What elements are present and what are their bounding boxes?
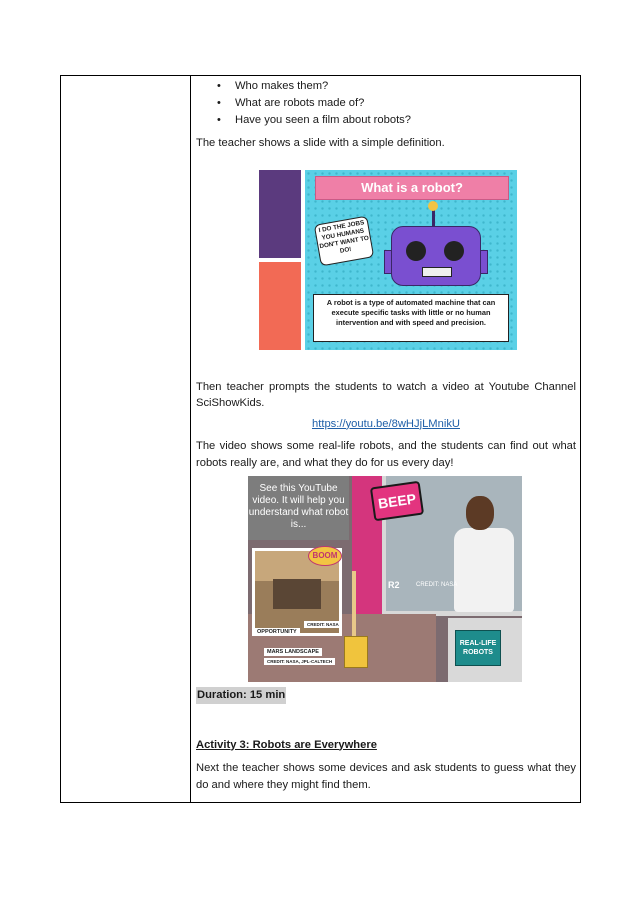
video-note-card: See this YouTube video. It will help you understand what robot is... [248,476,349,540]
activity-title: Activity 3: Robots are Everywhere [196,738,377,751]
robot-head-icon [391,226,481,286]
list-item: • Have you seen a film about robots? [196,112,576,129]
robonaut-body [454,528,514,612]
r2-label: R2 [388,580,400,590]
speech-bubble: I DO THE JOBS YOU HUMANS DON'T WANT TO DO! [314,216,374,267]
question-list [196,78,576,129]
slide-definition: A robot is a type of automated machine that can execute specific tasks with little or no human intervention and with speed and precision. [313,294,509,342]
paragraph-video-prompt: Then teacher prompts the students to watch a video at Youtube Channel SciShowKids. [196,380,576,409]
table-column-divider [190,75,191,803]
real-life-robots-tag: REAL-LIFE ROBOTS [455,630,501,666]
paragraph-slide-intro: The teacher shows a slide with a simple definition. [196,137,445,149]
list-item: • Who makes them? [196,78,576,95]
slide-title: What is a robot? [315,176,509,200]
beep-sticker: BEEP [370,481,424,522]
mars-label: MARS LANDSCAPE [264,648,322,656]
video-thumbnail-collage [248,476,522,682]
rover-icon [273,579,321,609]
robot-eye-right [444,241,464,261]
opportunity-label: OPPORTUNITY [254,628,300,636]
youtube-link[interactable]: https://youtu.be/8wHJjLMnikU [312,417,460,430]
purple-block [259,170,301,258]
shovel-icon [344,636,368,668]
duration-label: Duration: 15 min [196,687,286,704]
coral-block [259,262,301,350]
boom-sticker: BOOM [308,546,342,566]
opportunity-credit: CREDIT: NASA [304,621,342,628]
robot-definition-slide [259,170,517,350]
shovel-handle [352,571,356,637]
slide-panel [305,170,517,350]
paragraph-activity-3: Next the teacher shows some devices and ask students to guess what they do and where they might find them. [196,762,576,791]
credit-label: CREDIT: NASA [416,582,458,588]
robot-eye-left [406,241,426,261]
paragraph-video-description: The video shows some real-life robots, and the students can find out what robots really are, and what they do for us every day! [196,440,576,469]
robonaut-head [466,496,494,530]
list-item: • What are robots made of? [196,95,576,112]
robot-antenna-ball [428,201,438,211]
robot-mouth [422,267,452,277]
mars-credit: CREDIT: NASA, JPL-CALTECH [264,658,335,665]
